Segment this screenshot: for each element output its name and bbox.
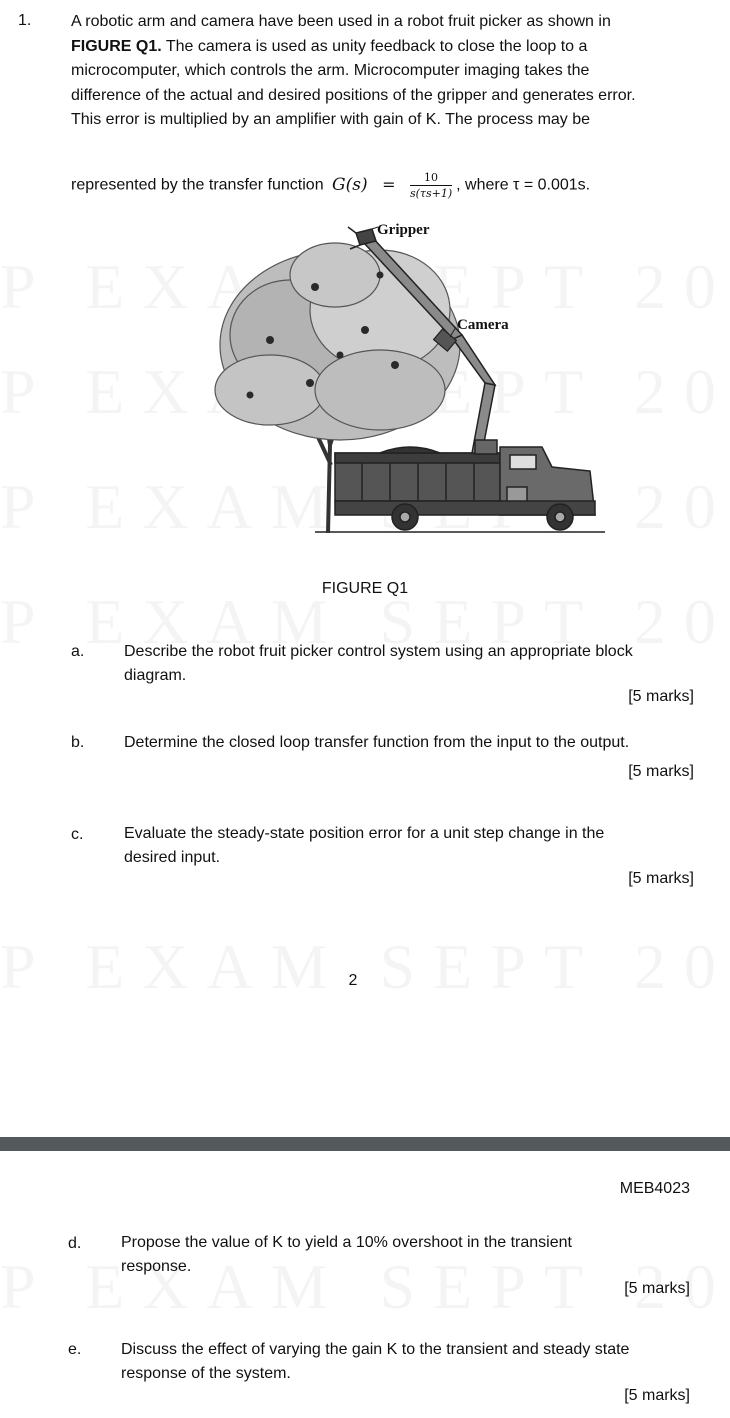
tf-denominator: s(τs+1) (409, 187, 453, 200)
transfer-function-fraction (410, 171, 452, 200)
part-letter: a. (71, 643, 85, 660)
figure-reference: FIGURE Q1. (71, 37, 162, 55)
gripper-label: Gripper (377, 222, 430, 238)
course-code: MEB4023 (619, 1180, 690, 1197)
part-c-marks: [5 marks] (628, 870, 694, 887)
transfer-function-lhs: G(s) (332, 174, 368, 195)
part-letter: b. (71, 734, 85, 751)
stem-line: A robotic arm and camera have been used in a robot fruit picker as shown in (71, 13, 611, 30)
part-letter: d. (68, 1235, 82, 1252)
part-letter: c. (71, 826, 84, 843)
camera-label: Camera (457, 317, 509, 333)
part-letter: e. (68, 1341, 82, 1358)
stem-line: This error is multiplied by an amplifier with gain of K. The process may be (71, 111, 591, 128)
figure-caption: FIGURE Q1 (321, 580, 409, 597)
tree-canopy (215, 243, 460, 440)
part-a-text: Describe the robot fruit picker control system using an appropriate block diagram. (124, 643, 633, 684)
part-d-text: Propose the value of K to yield a 10% overshoot in the transient response. (121, 1234, 572, 1275)
part-b-text: Determine the closed loop transfer function from the input to the output. (124, 734, 630, 751)
part-a-marks: [5 marks] (628, 688, 694, 705)
part-b-marks: [5 marks] (628, 763, 694, 780)
question-stem (71, 10, 694, 133)
stem-line: FIGURE Q1. The camera is used as unity feedback to close the loop to a (71, 37, 588, 55)
tau-value: τ = 0.001s. (513, 176, 591, 194)
stem-line: microcomputer, which controls the arm. Microcomputer imaging takes the (71, 62, 590, 79)
transfer-function-line: represented by the transfer function G(s) = $\frac{10}{s(\tau s+1)}$ , where τ = 0.001s. (71, 171, 591, 200)
fruit-picker-illustration (150, 215, 610, 545)
tf-numerator: 10 (410, 171, 452, 186)
truck (335, 447, 595, 530)
page-number: 2 (348, 972, 358, 989)
question-number: 1. (18, 12, 32, 29)
part-e-marks: [5 marks] (624, 1387, 690, 1404)
part-d-marks: [5 marks] (624, 1280, 690, 1297)
robot-fruit-picker-figure (150, 215, 610, 545)
stem-line: difference of the actual and desired positions of the gripper and generates error. (71, 86, 636, 104)
part-e-text: Discuss the effect of varying the gain K to the transient and steady state response of the system. (121, 1341, 630, 1382)
part-c-text: Evaluate the steady-state position error for a unit step change in the desired input. (124, 825, 605, 866)
page-divider (0, 1137, 730, 1151)
